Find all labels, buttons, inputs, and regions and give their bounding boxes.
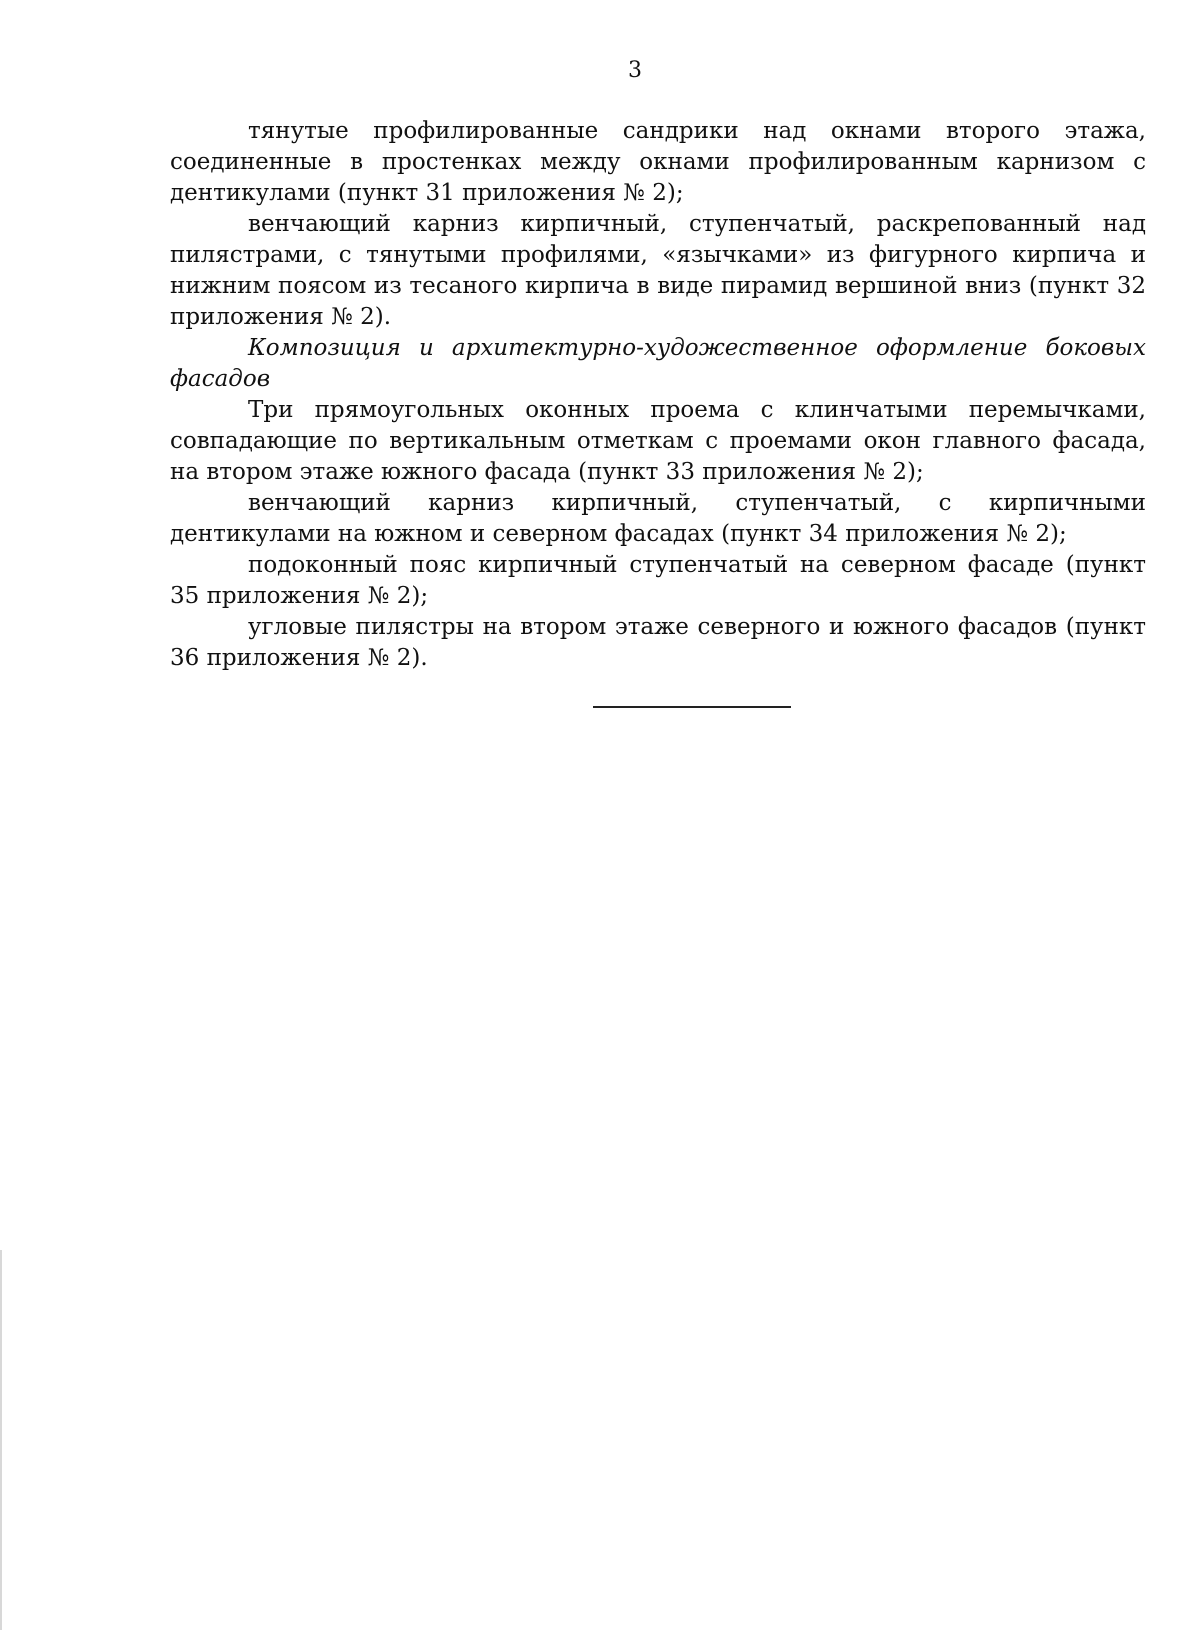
document-body bbox=[170, 116, 1146, 674]
end-separator-line bbox=[593, 706, 791, 708]
paragraph-sandriki: тянутые профилированные сандрики над окнами второго этажа, соединенные в простенках между окнами профилированным карнизом с дентикулами (пункт 31 приложения № 2); bbox=[170, 118, 1146, 206]
paragraph-sill-belt: подоконный пояс кирпичный ступенчатый на северном фасаде (пункт 35 приложения № 2); bbox=[170, 552, 1146, 609]
paragraph-side-cornice: венчающий карниз кирпичный, ступенчатый, с кирпичными дентикулами на южном и северном фасадах (пункт 34 приложения № 2); bbox=[170, 490, 1146, 547]
page-number: 3 bbox=[628, 58, 642, 83]
paragraph-corner-pilasters: угловые пилястры на втором этаже северного и южного фасадов (пункт 36 приложения № 2). bbox=[170, 614, 1146, 671]
paragraph-main-cornice: венчающий карниз кирпичный, ступенчатый, раскрепованный над пилястрами, с тянутыми профилями, «язычками» из фигурного кирпича и нижним поясом из тесаного кирпича в виде пирамид вершиной вниз (пункт 32 приложения № 2). bbox=[170, 211, 1146, 330]
section-heading-side-facades: Композиция и архитектурно-художественное оформление боковых фасадов bbox=[170, 335, 1146, 392]
paragraph-window-openings: Три прямоугольных оконных проема с клинчатыми перемычками, совпадающие по вертикальным отметкам с проемами окон главного фасада, на втором этаже южного фасада (пункт 33 приложения № 2); bbox=[170, 397, 1146, 485]
scan-edge-shadow bbox=[0, 1250, 2, 1630]
